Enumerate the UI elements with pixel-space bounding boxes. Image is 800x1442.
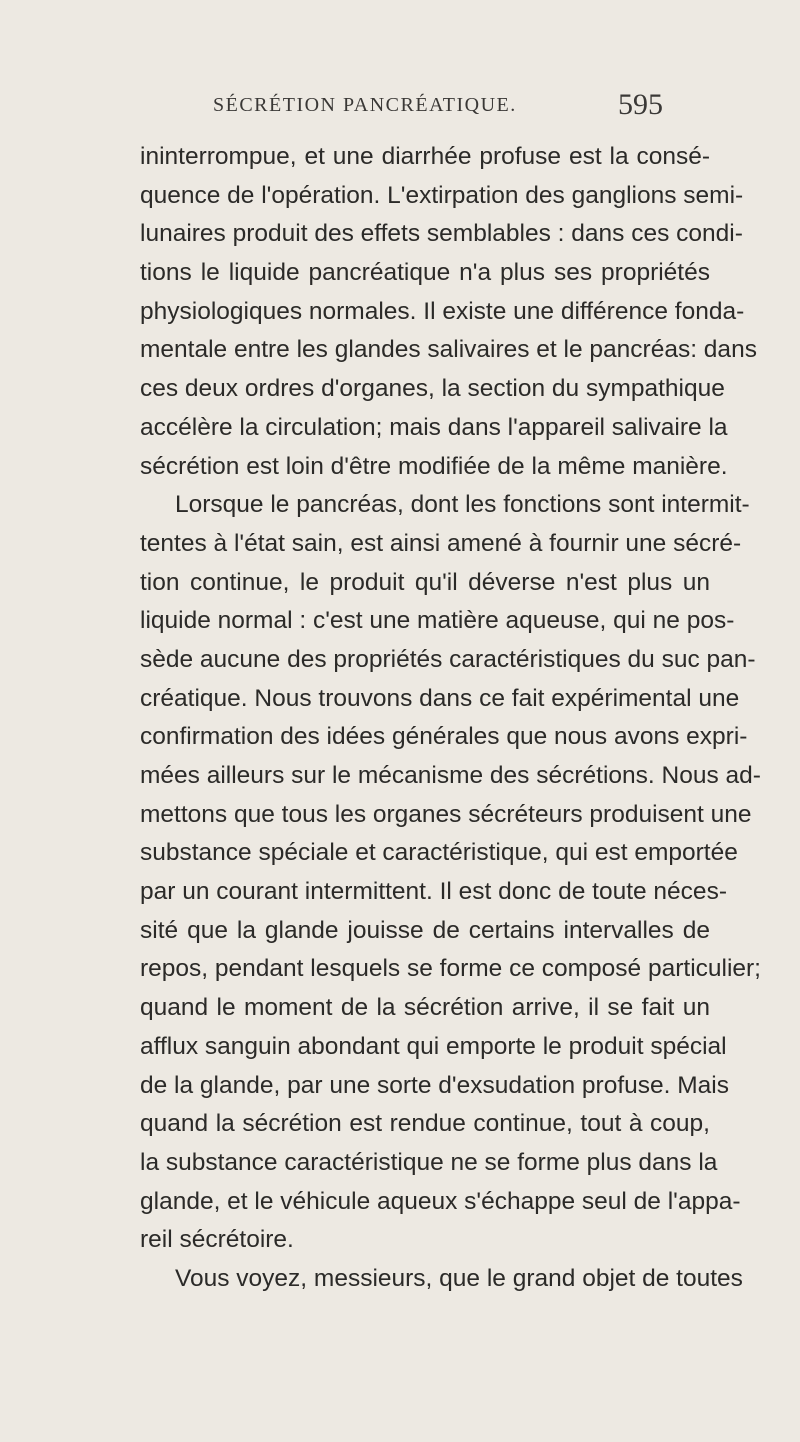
text-line: mentale entre les glandes salivaires et le pancréas: dans bbox=[140, 336, 757, 364]
text-line: tion continue, le produit qu'il déverse n'est plus un bbox=[140, 568, 710, 596]
text-line: quand la sécrétion est rendue continue, tout à coup, bbox=[140, 1110, 710, 1138]
text-line: tentes à l'état sain, est ainsi amené à fournir une sécré- bbox=[140, 529, 742, 557]
text-line: par un courant intermittent. Il est donc de toute néces- bbox=[140, 878, 727, 906]
text-line: ininterrompue, et une diarrhée profuse est la consé- bbox=[140, 143, 710, 170]
text-line: lunaires produit des effets semblables : dans ces condi- bbox=[140, 220, 743, 248]
text-line: substance spéciale et caractéristique, qui est emportée bbox=[140, 839, 738, 867]
text-line: glande, et le véhicule aqueux s'échappe seul de l'appa- bbox=[140, 1187, 741, 1215]
text-line: accélère la circulation; mais dans l'appareil salivaire la bbox=[140, 413, 728, 441]
text-line: tions le liquide pancréatique n'a plus ses propriétés bbox=[140, 259, 710, 287]
text-line: sécrétion est loin d'être modifiée de la même manière. bbox=[140, 452, 728, 480]
text-line: reil sécrétoire. bbox=[140, 1226, 294, 1254]
text-line: créatique. Nous trouvons dans ce fait expérimental une bbox=[140, 684, 740, 712]
text-line: confirmation des idées générales que nous avons expri- bbox=[140, 723, 748, 751]
text-line: de la glande, par une sorte d'exsudation profuse. Mais bbox=[140, 1071, 729, 1099]
text-line: afflux sanguin abondant qui emporte le produit spécial bbox=[140, 1032, 727, 1060]
text-line: repos, pendant lesquels se forme ce composé particulier; bbox=[140, 955, 761, 983]
text-line: sède aucune des propriétés caractéristiques du suc pan- bbox=[140, 645, 756, 673]
text-line: physiologiques normales. Il existe une différence fonda- bbox=[140, 297, 745, 325]
text-line: Lorsque le pancréas, dont les fonctions sont intermit- bbox=[175, 491, 750, 519]
text-line: sité que la glande jouisse de certains intervalles de bbox=[140, 916, 710, 944]
text-line: mettons que tous les organes sécréteurs produisent une bbox=[140, 800, 752, 828]
text-line: mées ailleurs sur le mécanisme des sécrétions. Nous ad- bbox=[140, 762, 761, 789]
text-line: Vous voyez, messieurs, que le grand objet de toutes bbox=[175, 1264, 743, 1292]
body-text bbox=[140, 138, 761, 1299]
text-line: la substance caractéristique ne se forme plus dans la bbox=[140, 1148, 718, 1176]
page-number: 595 bbox=[618, 88, 663, 121]
text-line: quence de l'opération. L'extirpation des ganglions semi- bbox=[140, 181, 744, 209]
page-header bbox=[0, 88, 800, 128]
text-line: quand le moment de la sécrétion arrive, il se fait un bbox=[140, 994, 710, 1022]
running-title: SÉCRÉTION PANCRÉATIQUE. bbox=[213, 94, 517, 116]
text-line: liquide normal : c'est une matière aqueuse, qui ne pos- bbox=[140, 607, 735, 635]
text-line: ces deux ordres d'organes, la section du sympathique bbox=[140, 375, 725, 403]
